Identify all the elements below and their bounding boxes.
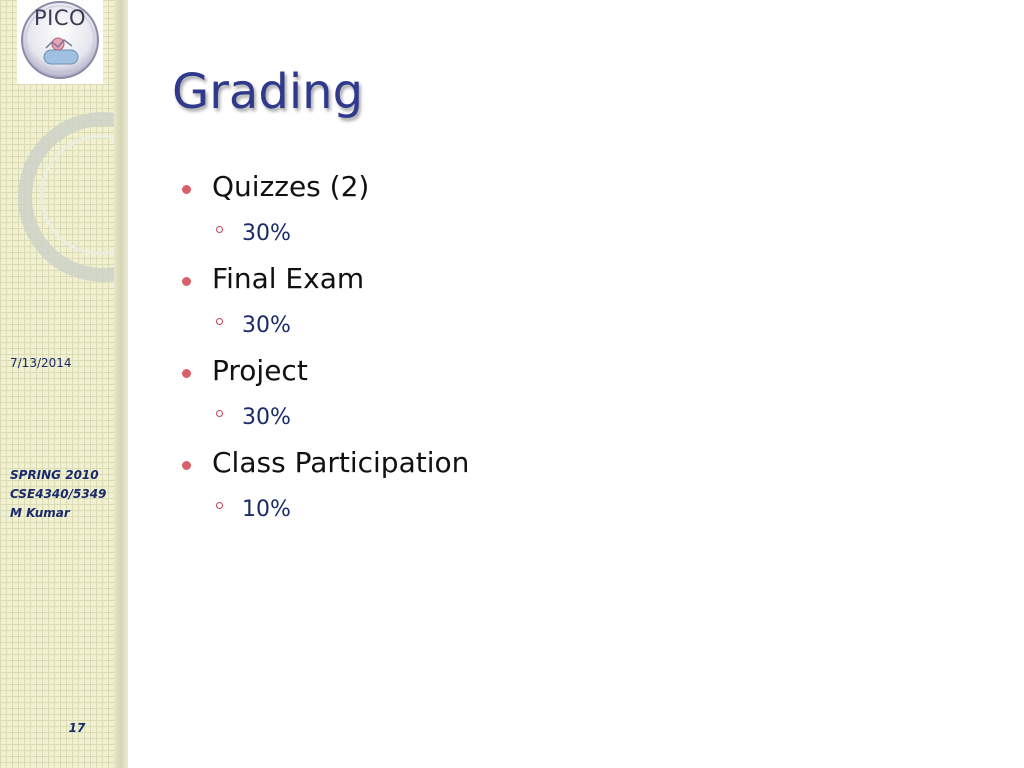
item-percentage: 30% xyxy=(242,221,291,246)
page-number: 17 xyxy=(68,721,86,735)
sub-bullet-circle-icon xyxy=(216,502,223,509)
list-item xyxy=(182,352,982,444)
item-label: Final Exam xyxy=(212,262,365,295)
course-code: CSE4340/5349 xyxy=(10,487,107,501)
bullet-dot-icon xyxy=(182,461,191,470)
list-item xyxy=(182,260,982,352)
item-label: Quizzes (2) xyxy=(212,170,370,203)
item-percentage: 30% xyxy=(242,313,291,338)
item-percentage: 30% xyxy=(242,405,291,430)
slide-title: Grading xyxy=(172,64,364,120)
logo-text: PICO xyxy=(33,6,87,30)
item-percentage: 10% xyxy=(242,497,291,522)
list-item xyxy=(182,168,982,260)
sidebar xyxy=(0,0,114,768)
item-label: Project xyxy=(212,354,308,387)
sidebar-border xyxy=(114,0,128,768)
bullet-dot-icon xyxy=(182,185,191,194)
sub-bullet-circle-icon xyxy=(216,410,223,417)
slide-date: 7/13/2014 xyxy=(10,356,72,370)
list-item xyxy=(182,444,982,536)
course-instructor: M Kumar xyxy=(10,506,70,520)
sub-bullet-circle-icon xyxy=(216,226,223,233)
bullet-dot-icon xyxy=(182,277,191,286)
bullet-dot-icon xyxy=(182,369,191,378)
sub-bullet-circle-icon xyxy=(216,318,223,325)
pico-logo xyxy=(17,0,103,84)
bullet-list xyxy=(182,168,982,536)
course-term: SPRING 2010 xyxy=(10,468,99,482)
item-label: Class Participation xyxy=(212,446,470,479)
